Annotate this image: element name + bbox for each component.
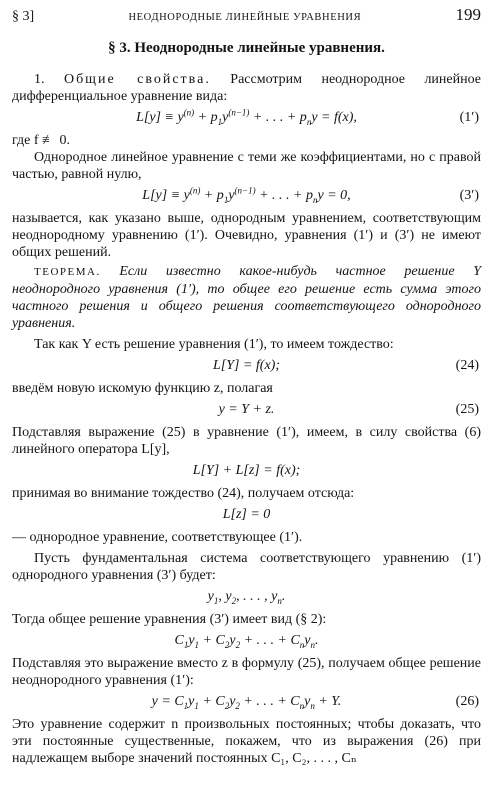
condition-text: где f ≢ 0. bbox=[12, 133, 71, 148]
equation-body: $y_1$, $y_2$, . . . , $y_n$. bbox=[207, 589, 286, 606]
equation-body: L[z] = 0 bbox=[222, 507, 271, 522]
paragraph-new-function: введём новую искомую функцию z, полагая bbox=[12, 381, 273, 396]
paragraph-called: называется, как указано выше, однородным уравнением, соответствующим неоднородному уравнению (1′). Очевидно, уравнения (1′) и (3′) не имеют общих решений. bbox=[12, 211, 481, 260]
equation-tag: (24) bbox=[455, 358, 479, 373]
equation-tag: (3′) bbox=[459, 188, 479, 203]
paragraph-fundamental: Пусть фундаментальная система соответствующего уравнению (1′) однородного уравнения (3′) будет: bbox=[12, 551, 481, 583]
theorem bbox=[12, 263, 481, 332]
equation-body: $L[y] \equiv y^{(n)} + p_1y^{(n-1)}$ + . . . + $p_ny = f(x)$, bbox=[136, 107, 357, 127]
equation-operator-sum bbox=[12, 462, 481, 481]
equation-24 bbox=[12, 357, 481, 376]
paragraph-homogeneous-eq: — однородное уравнение, соответствующее (1′). bbox=[12, 530, 303, 545]
paragraph-identity: Так как Y есть решение уравнения (1′), то имеем тождество: bbox=[34, 337, 394, 352]
running-header bbox=[12, 6, 481, 40]
paragraph-substituting-expression: Подставляя это выражение вместо z в формулу (25), получаем общее решение неоднородного уравнения (1′): bbox=[12, 656, 481, 688]
paragraph-taking-into-account: принимая во внимание тождество (24), получаем отсюда: bbox=[12, 486, 355, 501]
section-title: § 3. Неоднородные линейные уравнения. bbox=[108, 40, 385, 56]
paragraph-arbitrary-constants: Это уравнение содержит n произвольных постоянных; чтобы доказать, что эти постоянные существенные, покажем, что из выражения (26) при надлежащем выборе значений постоянных C₁, C₂, . . . , Cₙ bbox=[12, 717, 481, 766]
paragraph-general-properties bbox=[12, 71, 481, 105]
subsection-title: Общие свойства. bbox=[63, 72, 211, 87]
paragraph-homogeneous: Однородное линейное уравнение с теми же коэффициентами, но с правой частью, равной нулю, bbox=[12, 150, 481, 182]
equation-body: L[Y] = f(x); bbox=[212, 358, 280, 373]
theorem-text: Если известно какое-нибудь частное решение Y неоднородного уравнения (1′), то общее его решение есть сумма этого частного решения и общего решения соответствующего однородного уравнения. bbox=[12, 264, 482, 331]
equation-body: L[Y] + L[z] = f(x); bbox=[192, 463, 301, 478]
equation-body: $C_1y_1 + C_2y_2$ + . . . + $C_ny_n$. bbox=[174, 633, 319, 650]
page-number: 199 bbox=[455, 5, 481, 24]
equation-25 bbox=[12, 401, 481, 420]
equation-tag: (25) bbox=[455, 402, 479, 417]
equation-26 bbox=[12, 693, 481, 712]
equation-tag: (1′) bbox=[459, 110, 479, 125]
equation-3prime bbox=[12, 187, 481, 206]
equation-body: $y = C_1y_1 + C_2y_2$ + . . . + $C_ny_n + Y$. bbox=[151, 694, 342, 711]
equation-body: $L[y] \equiv y^{(n)} + p_1y^{(n-1)}$ + . . . + $p_ny = 0$, bbox=[142, 185, 351, 205]
equation-tag: (26) bbox=[455, 694, 479, 709]
equation-fundamental-system bbox=[12, 588, 481, 607]
header-title: НЕОДНОРОДНЫЕ ЛИНЕЙНЫЕ УРАВНЕНИЯ bbox=[128, 12, 362, 23]
paragraph-general-solution: Тогда общее решение уравнения (3′) имеет вид (§ 2): bbox=[12, 612, 327, 627]
paragraph-substituting: Подставляя выражение (25) в уравнение (1′), имеем, в силу свойства (6) линейного оператора L[y], bbox=[12, 425, 481, 457]
subsection-number: 1. bbox=[34, 72, 45, 87]
equation-lz bbox=[12, 506, 481, 525]
header-section: § 3] bbox=[12, 9, 35, 24]
equation-1prime bbox=[12, 109, 481, 128]
equation-general-homogeneous bbox=[12, 632, 481, 651]
paragraph-text: Рассмотрим неоднородное линейное дифференциальное уравнение вида: bbox=[12, 72, 481, 104]
equation-body: y = Y + z. bbox=[218, 402, 275, 417]
theorem-label: ТЕОРЕМА. bbox=[34, 266, 101, 278]
